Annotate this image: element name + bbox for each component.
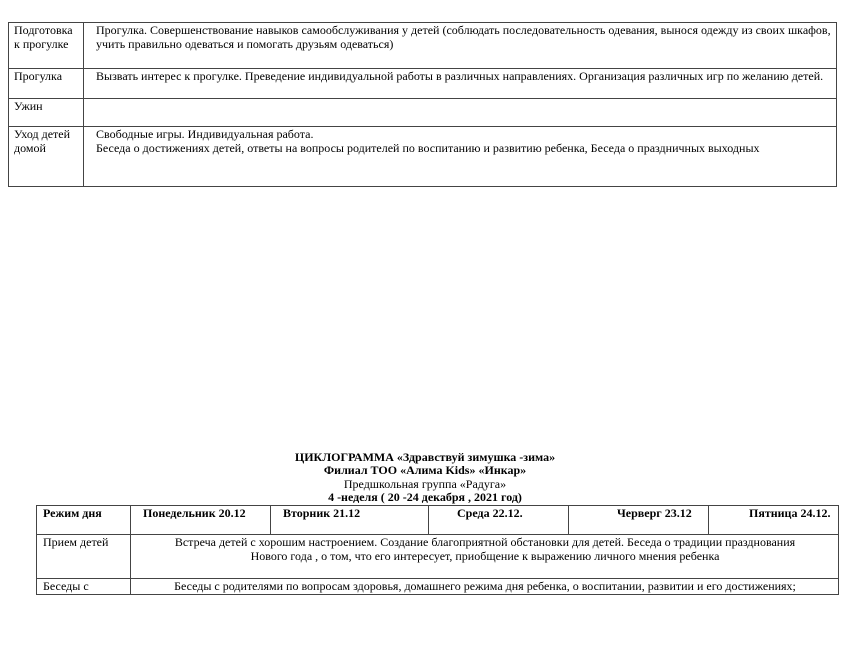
branch-name: Филиал ТОО «Алима Kids» «Инкар» <box>323 463 527 477</box>
table-row <box>9 127 837 187</box>
column-header-day: Черверг 23.12 <box>569 506 709 535</box>
table-row <box>9 23 837 69</box>
document-title: ЦИКЛОГРАММА «Здравствуй зимушка -зима» <box>294 450 556 464</box>
row-content-line: Нового года , о том, что его интересует, приобщение к выражению личного мнения ребенка <box>250 548 720 563</box>
row-content: Вызвать интерес к прогулке. Преведение индивидуальной работы в различных направлениях. Организация различных игр по желанию детей. <box>84 69 837 99</box>
table-row <box>9 69 837 99</box>
column-header-day: Пятница 24.12. <box>709 506 839 535</box>
column-header-day: Вторник 21.12 <box>271 506 429 535</box>
row-label: Прием детей <box>37 535 131 579</box>
week-period: 4 -неделя ( 20 -24 декабря , 2021 год) <box>328 490 522 504</box>
row-content <box>131 535 839 579</box>
table-header-row <box>37 506 839 535</box>
table-row <box>37 535 839 579</box>
column-header-day: Среда 22.12. <box>429 506 569 535</box>
table-row <box>37 579 839 595</box>
cyclogram-table <box>36 505 839 595</box>
row-content: Беседы с родителями по вопросам здоровья, домашнего режима дня ребенка, о воспитании, развитии и его достижениях; <box>131 579 839 595</box>
row-content-line: Свободные игры. Индивидуальная работа. <box>96 127 314 141</box>
row-content: Прогулка. Совершенствование навыков самообслуживания у детей (соблюдать последовательность одевания, вынося одежду из своих шкафов, учить правильно одеваться и помогать друзьям одеваться) <box>84 23 837 69</box>
row-content-line: Беседа о достижениях детей, ответы на вопросы родителей по воспитанию и развитию ребенка, Беседа о праздничных выходных <box>96 140 760 155</box>
table-row <box>9 99 837 127</box>
row-label: Ужин <box>9 99 84 127</box>
top-schedule-table <box>8 22 837 187</box>
row-label: Уход детей домой <box>9 127 84 187</box>
group-name: Предшкольная группа «Радуга» <box>343 477 507 491</box>
row-label: Подготовка к прогулке <box>9 23 84 69</box>
column-header-day: Понедельник 20.12 <box>131 506 271 535</box>
row-label: Беседы с <box>37 579 131 595</box>
row-label: Прогулка <box>9 69 84 99</box>
row-content <box>84 127 837 187</box>
row-content <box>84 99 837 127</box>
row-content-line: Встреча детей с хорошим настроением. Создание благоприятной обстановки для детей. Беседа о традиции празднования <box>174 535 796 549</box>
column-header-mode: Режим дня <box>37 506 131 535</box>
